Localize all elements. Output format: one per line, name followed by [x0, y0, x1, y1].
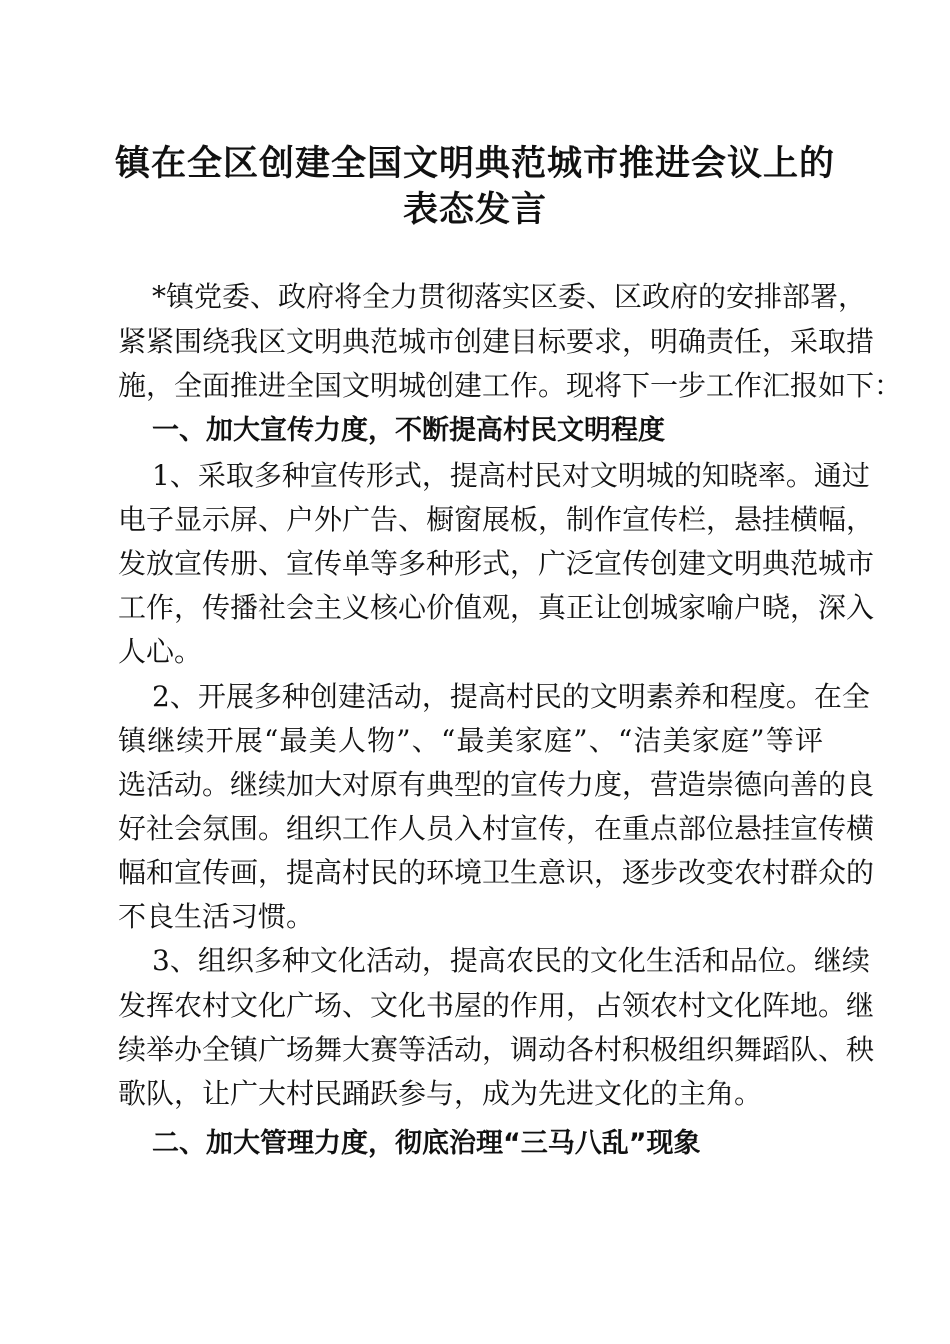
- paragraph-line: 施，全面推进全国文明城创建工作。现将下一步工作汇报如下：: [118, 369, 903, 402]
- paragraph-line: 电子显示屏、户外广告、橱窗展板，制作宣传栏，悬挂横幅，: [118, 503, 875, 536]
- paragraph-line: 工作，传播社会主义核心价值观，真正让创城家喻户晓，深入: [118, 591, 875, 624]
- paragraph-line: 幅和宣传画，提高村民的环境卫生意识，逐步改变农村群众的: [118, 856, 875, 889]
- section-heading: 一、加大宣传力度，不断提高村民文明程度: [152, 415, 665, 446]
- paragraph-line: 选活动。继续加大对原有典型的宣传力度，营造崇德向善的良: [118, 768, 875, 801]
- paragraph-line: 不良生活习惯。: [118, 900, 315, 933]
- paragraph-line: 发放宣传册、宣传单等多种形式，广泛宣传创建文明典范城市: [118, 547, 875, 580]
- paragraph-line: 人心。: [118, 635, 203, 668]
- paragraph-line: 续举办全镇广场舞大赛等活动，调动各村积极组织舞蹈队、秧: [118, 1033, 875, 1066]
- paragraph-line: 好社会氛围。组织工作人员入村宣传，在重点部位悬挂宣传横: [118, 812, 875, 845]
- title-line-1: 镇在全区创建全国文明典范城市推进会议上的: [114, 143, 835, 184]
- paragraph-line: 发挥农村文化广场、文化书屋的作用，占领农村文化阵地。继: [118, 989, 875, 1022]
- paragraph-line: 镇继续开展“最美人物”、“最美家庭”、“洁美家庭”等评: [118, 724, 823, 757]
- paragraph-line: 1、采取多种宣传形式，提高村民对文明城的知晓率。通过: [152, 459, 870, 492]
- paragraph-line: 紧紧围绕我区文明典范城市创建目标要求，明确责任，采取措: [118, 325, 875, 358]
- paragraph-line: 歌队，让广大村民踊跃参与，成为先进文化的主角。: [118, 1077, 763, 1110]
- paragraph-line: 2、开展多种创建活动，提高村民的文明素养和程度。在全: [152, 680, 870, 713]
- paragraph-line: 3、组织多种文化活动，提高农民的文化生活和品位。继续: [152, 944, 870, 977]
- title-line-2: 表态发言: [402, 189, 547, 230]
- section-heading: 二、加大管理力度，彻底治理“三马八乱”现象: [152, 1128, 701, 1159]
- paragraph-line: *镇党委、政府将全力贯彻落实区委、区政府的安排部署，: [152, 280, 867, 313]
